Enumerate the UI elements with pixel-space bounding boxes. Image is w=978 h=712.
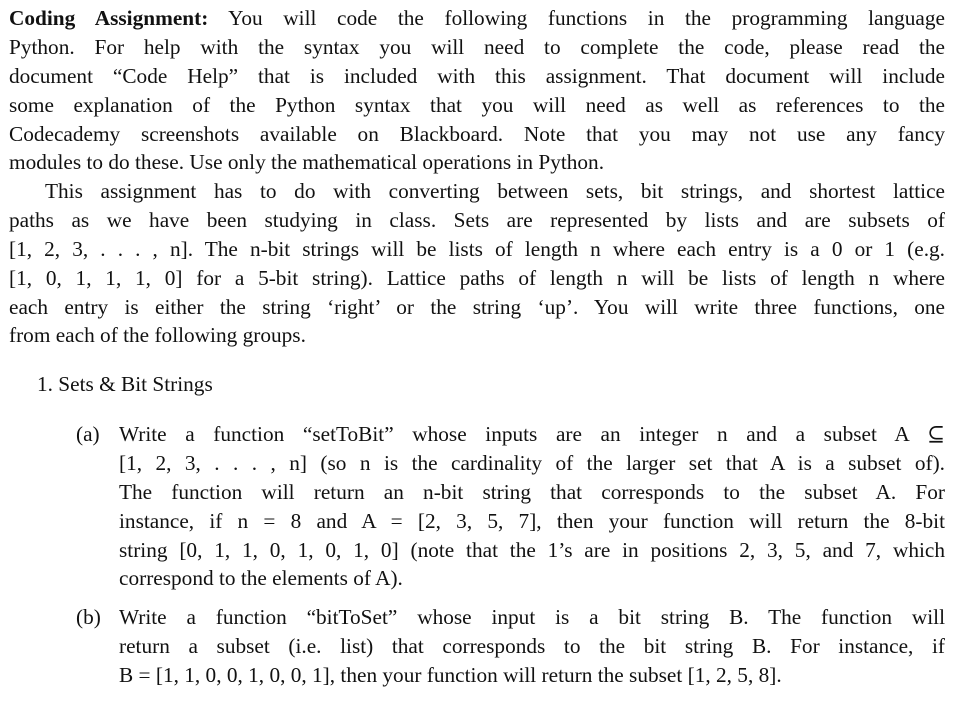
context-paragraph bbox=[9, 177, 945, 350]
context-line: paths as we have been studying in class. Sets are represented by lists and are subsets of bbox=[9, 207, 945, 232]
context-line: [1, 0, 1, 1, 1, 0] for a 5-bit string). Lattice paths of length n will be lists of length n where bbox=[9, 265, 945, 290]
intro-paragraph bbox=[9, 4, 945, 177]
assignment-heading: Coding Assignment: bbox=[9, 6, 209, 30]
subitem-line: correspond to the elements of A). bbox=[119, 566, 403, 591]
intro-line: modules to do these. Use only the mathematical operations in Python. bbox=[9, 150, 605, 175]
context-line: from each of the following groups. bbox=[9, 323, 306, 348]
subitem-line: The function will return an n-bit string that corresponds to the subset A. For bbox=[119, 479, 945, 504]
section-title: 1. Sets & Bit Strings bbox=[37, 372, 213, 396]
subitem-line: string [0, 1, 1, 0, 1, 0, 1, 0] (note that the 1’s are in positions 2, 3, 5, and 7, which bbox=[119, 537, 945, 562]
intro-line: Codecademy screenshots available on Blackboard. Note that you may not use any fancy bbox=[9, 121, 945, 146]
subitem-line: return a subset (i.e. list) that corresponds to the bit string B. For instance, if bbox=[119, 633, 945, 658]
subitem-line: instance, if n = 8 and A = [2, 3, 5, 7], then your function will return the 8-bit bbox=[119, 508, 945, 533]
section-sets-bit-strings bbox=[37, 370, 737, 399]
intro-line: Python. For help with the syntax you will need to complete the code, please read the bbox=[9, 34, 945, 59]
subitem-body bbox=[119, 603, 945, 690]
context-line: This assignment has to do with converting between sets, bit strings, and shortest lattice bbox=[45, 179, 945, 203]
subitem-line: [1, 2, 3, . . . , n] (so n is the cardinality of the larger set that A is a subset of). bbox=[119, 450, 945, 475]
subitem-line: Write a function “setToBit” whose inputs are an integer n and a subset A ⊆ bbox=[119, 422, 945, 446]
context-line: each entry is either the string ‘right’ or the string ‘up’. You will write three functions, one bbox=[9, 294, 945, 319]
subitem-marker: (a) bbox=[76, 422, 100, 446]
context-line: [1, 2, 3, . . . , n]. The n-bit strings will be lists of length n where each entry is a 0 or 1 (e.g. bbox=[9, 236, 945, 261]
intro-line-text: You will code the following functions in the programming language bbox=[208, 6, 945, 30]
intro-line: document “Code Help” that is included with this assignment. That document will include bbox=[9, 63, 945, 88]
subitem-line: Write a function “bitToSet” whose input is a bit string B. The function will bbox=[119, 605, 945, 629]
subitem-line: B = [1, 1, 0, 0, 1, 0, 0, 1], then your function will return the subset [1, 2, 5, 8]. bbox=[119, 662, 782, 687]
intro-line: some explanation of the Python syntax that you will need as well as references to the bbox=[9, 92, 945, 117]
subitem-body bbox=[119, 420, 945, 593]
intro-line bbox=[9, 4, 945, 33]
subitem-marker: (b) bbox=[76, 605, 101, 629]
